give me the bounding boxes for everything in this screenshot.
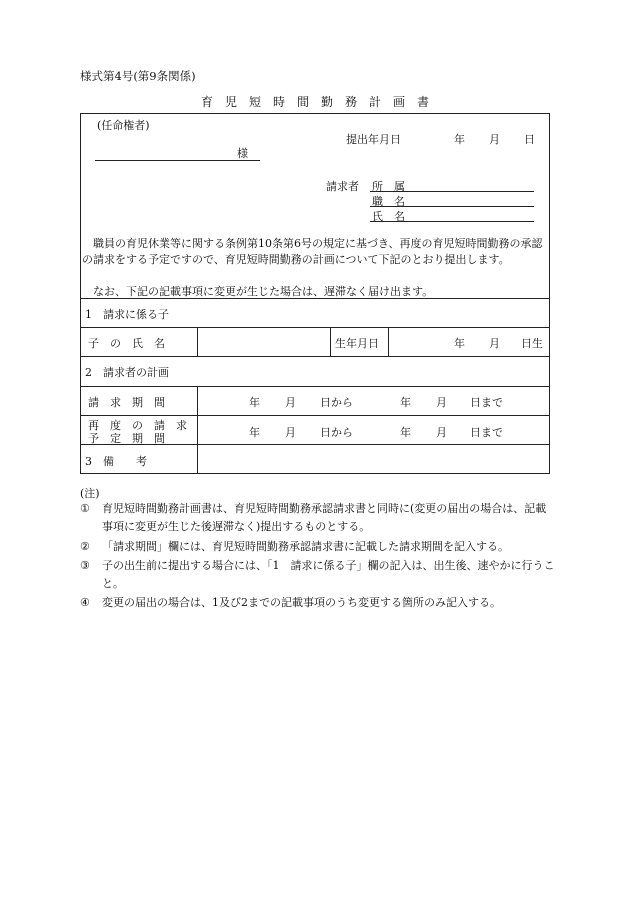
note-item	[80, 500, 555, 536]
request-period-to-day: 日まで	[470, 396, 503, 409]
planned-period-to-day: 日まで	[470, 426, 503, 439]
separator-planned-period	[80, 415, 550, 416]
submission-year: 年	[454, 133, 465, 146]
birth-date-label: 生年月日	[335, 337, 379, 350]
divider-birth-label-right	[388, 327, 389, 356]
note-item	[80, 538, 555, 556]
note-item	[80, 594, 555, 612]
note-text: 育児短時間勤務計画書は、育児短時間勤務承認請求書と同時に(変更の届出の場合は、記載事項に変更が生じた後遅滞なく)提出するものとする。	[102, 502, 547, 533]
divider-child-label	[197, 327, 198, 356]
separator-child-row	[80, 327, 550, 328]
form-number: 様式第4号(第9条関係)	[80, 69, 196, 83]
planned-period-to-month: 月	[436, 426, 447, 439]
divider-birth-label-left	[330, 327, 331, 356]
note-item	[80, 557, 555, 593]
request-period-from-year: 年	[249, 396, 260, 409]
requester-affiliation-line	[370, 191, 534, 192]
requester-name-line	[370, 221, 534, 222]
submission-month: 月	[489, 133, 500, 146]
section3-remarks-label: 3 備 考	[85, 455, 147, 468]
birth-year: 年	[454, 337, 465, 350]
child-name-label: 子 の 氏 名	[88, 337, 165, 350]
document-title: 育 児 短 時 間 勤 務 計 画 書	[200, 95, 429, 109]
planned-period-label-line2: 予 定 期 間	[88, 432, 165, 445]
request-period-from-month: 月	[285, 396, 296, 409]
request-period-to-month: 月	[436, 396, 447, 409]
separator-request-period	[80, 386, 550, 387]
divider-plan-labels	[197, 386, 198, 474]
addressee-label: (任命権者)	[97, 119, 150, 132]
planned-period-from-month: 月	[285, 426, 296, 439]
addressee-line	[95, 160, 260, 161]
body-paragraph-2: なお、下記の記載事項に変更が生じた場合は、遅滞なく届け出ます。	[82, 285, 434, 298]
request-period-to-year: 年	[400, 396, 411, 409]
note-marker: ④	[80, 596, 90, 609]
note-marker: ③	[80, 559, 90, 572]
notes-heading: (注)	[80, 487, 100, 500]
note-marker: ①	[80, 502, 90, 515]
request-period-from-day: 日から	[320, 396, 353, 409]
planned-period-from-year: 年	[249, 426, 260, 439]
planned-period-to-year: 年	[400, 426, 411, 439]
section2-title: 2 請求者の計画	[85, 366, 169, 379]
requester-label: 請求者	[326, 180, 359, 193]
note-text: 子の出生前に提出する場合には、「1 請求に係る子」欄の記入は、出生後、速やかに行うこと。	[102, 559, 555, 590]
note-text: 変更の届出の場合は、1及び2までの記載事項のうち変更する箇所のみ記入する。	[102, 596, 501, 609]
section1-title: 1 請求に係る子	[85, 308, 169, 321]
body-paragraph-1: 職員の育児休業等に関する条例第10条第6号の規定に基づき、再度の育児短時間勤務の承認の請求をする予定ですので、育児短時間勤務の計画について下記のとおり提出します。	[82, 237, 543, 266]
request-period-label: 請 求 期 間	[88, 396, 165, 409]
note-marker: ②	[80, 540, 90, 553]
addressee-honorific: 様	[237, 147, 248, 160]
requester-affiliation-label: 所 属	[372, 180, 405, 193]
planned-period-from-day: 日から	[320, 426, 353, 439]
planned-period-label-line1: 再 度 の 請 求	[88, 419, 187, 432]
requester-position-label: 職 名	[372, 195, 405, 208]
birth-day-suffix: 日生	[521, 337, 543, 350]
birth-month: 月	[489, 337, 500, 350]
note-text: 「請求期間」欄には、育児短時間勤務承認請求書に記載した請求期間を記入する。	[102, 540, 509, 553]
requester-name-label: 氏 名	[372, 210, 405, 223]
submission-day: 日	[524, 133, 535, 146]
requester-position-line	[370, 206, 534, 207]
separator-section2	[80, 356, 550, 357]
submission-date-label: 提出年月日	[346, 133, 401, 146]
